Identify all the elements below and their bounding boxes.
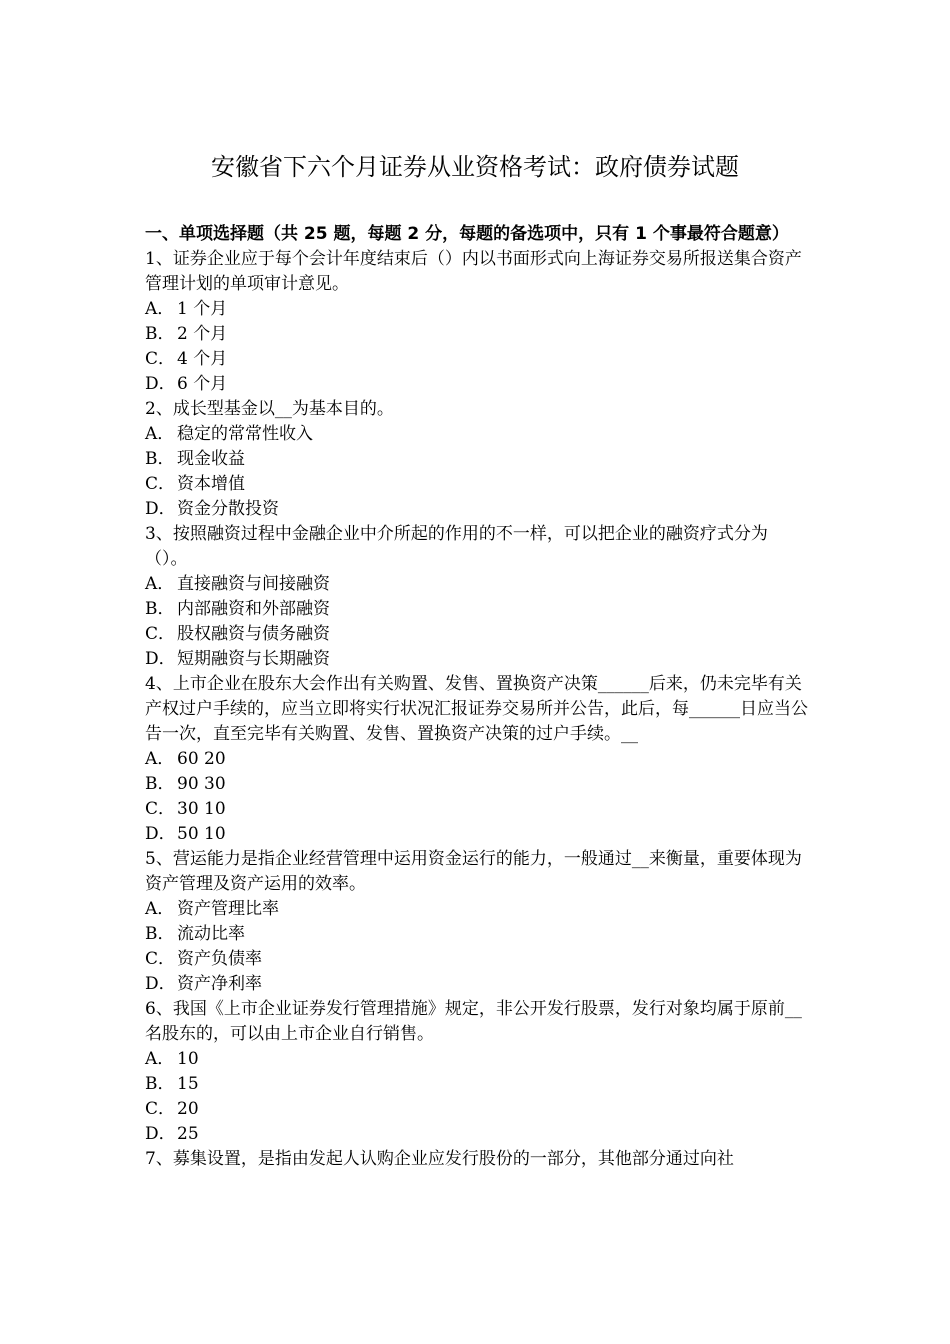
answer-option xyxy=(145,1072,810,1097)
option-label: A． xyxy=(145,899,175,919)
option-label: A． xyxy=(145,424,175,444)
answer-option xyxy=(145,797,810,822)
answer-option xyxy=(145,1122,810,1147)
answer-option xyxy=(145,922,810,947)
question-item xyxy=(145,247,810,397)
option-label: D． xyxy=(145,974,176,994)
option-text: 直接融资与间接融资 xyxy=(177,574,330,594)
option-text: 短期融资与长期融资 xyxy=(177,649,330,669)
option-label: C． xyxy=(145,624,176,644)
question-item xyxy=(145,397,810,522)
option-text: 股权融资与债务融资 xyxy=(177,624,330,644)
option-text: 10 xyxy=(177,1049,199,1069)
option-text: 90 30 xyxy=(177,774,226,794)
option-text: 20 xyxy=(177,1099,199,1119)
option-text: 15 xyxy=(177,1074,199,1094)
question-item xyxy=(145,847,810,997)
answer-option xyxy=(145,422,810,447)
question-item xyxy=(145,672,810,847)
question-text: 2、成长型基金以__为基本目的。 xyxy=(145,399,394,419)
option-label: B． xyxy=(145,449,175,469)
option-label: C． xyxy=(145,799,176,819)
option-text: 资产管理比率 xyxy=(177,899,279,919)
option-text: 现金收益 xyxy=(177,449,245,469)
option-text: 30 10 xyxy=(177,799,226,819)
answer-option xyxy=(145,897,810,922)
answer-option xyxy=(145,572,810,597)
option-text: 资产净利率 xyxy=(177,974,262,994)
answer-option xyxy=(145,947,810,972)
option-text: 6 个月 xyxy=(177,374,228,394)
document-title: 安徽省下六个月证券从业资格考试：政府债券试题 xyxy=(211,153,739,181)
answer-option xyxy=(145,322,810,347)
answer-option xyxy=(145,347,810,372)
question-text: 5、营运能力是指企业经营管理中运用资金运行的能力，一般通过__来衡量，重要体现为资产管理及资产运用的效率。 xyxy=(145,849,802,894)
answer-option xyxy=(145,1047,810,1072)
option-text: 2 个月 xyxy=(177,324,228,344)
option-text: 流动比率 xyxy=(177,924,245,944)
option-label: B． xyxy=(145,1074,175,1094)
option-label: A． xyxy=(145,1049,175,1069)
option-label: B． xyxy=(145,924,175,944)
answer-option xyxy=(145,747,810,772)
answer-option xyxy=(145,497,810,522)
answer-option xyxy=(145,647,810,672)
question-item xyxy=(145,1147,810,1172)
option-label: D． xyxy=(145,824,176,844)
option-label: B． xyxy=(145,774,175,794)
question-text: 6、我国《上市企业证券发行管理措施》规定，非公开发行股票，发行对象均属于原前__名股东的，可以由上市企业自行销售。 xyxy=(145,999,802,1044)
option-label: D． xyxy=(145,374,176,394)
question-text: 3、按照融资过程中金融企业中介所起的作用的不一样，可以把企业的融资疗式分为（）。 xyxy=(145,524,768,569)
option-text: 60 20 xyxy=(177,749,226,769)
answer-option xyxy=(145,972,810,997)
option-text: 1 个月 xyxy=(177,299,228,319)
option-text: 内部融资和外部融资 xyxy=(177,599,330,619)
answer-option xyxy=(145,622,810,647)
option-label: A． xyxy=(145,749,175,769)
option-text: 4 个月 xyxy=(177,349,228,369)
question-item xyxy=(145,997,810,1147)
question-text: 7、募集设置，是指由发起人认购企业应发行股份的一部分，其他部分通过向社 xyxy=(145,1149,734,1169)
answer-option xyxy=(145,472,810,497)
option-text: 25 xyxy=(177,1124,199,1144)
answer-option xyxy=(145,297,810,322)
answer-option xyxy=(145,1097,810,1122)
answer-option xyxy=(145,597,810,622)
option-text: 资金分散投资 xyxy=(177,499,279,519)
option-text: 50 10 xyxy=(177,824,226,844)
option-text: 稳定的常常性收入 xyxy=(177,424,313,444)
option-text: 资本增值 xyxy=(177,474,245,494)
option-label: A． xyxy=(145,574,175,594)
answer-option xyxy=(145,372,810,397)
section-heading: 一、单项选择题（共 25 题，每题 2 分，每题的备选项中，只有 1 个事最符合题意） xyxy=(145,224,789,244)
option-label: D． xyxy=(145,1124,176,1144)
option-label: C． xyxy=(145,949,176,969)
option-label: A． xyxy=(145,299,175,319)
question-list xyxy=(145,247,810,1172)
document-body xyxy=(145,222,810,1172)
option-label: B． xyxy=(145,324,175,344)
question-text: 4、上市企业在股东大会作出有关购置、发售、置换资产决策______后来，仍未完毕有关产权过户手续的，应当立即将实行状况汇报证券交易所并公告，此后，每______日应当公告一次，直至完毕有关购置、发售、置换资产决策的过户手续。__ xyxy=(145,674,808,744)
question-text: 1、证券企业应于每个会计年度结束后（）内以书面形式向上海证券交易所报送集合资产管理计划的单项审计意见。 xyxy=(145,249,802,294)
answer-option xyxy=(145,822,810,847)
option-label: D． xyxy=(145,649,176,669)
option-text: 资产负债率 xyxy=(177,949,262,969)
answer-option xyxy=(145,772,810,797)
option-label: C． xyxy=(145,1099,176,1119)
option-label: C． xyxy=(145,349,176,369)
option-label: C． xyxy=(145,474,176,494)
option-label: D． xyxy=(145,499,176,519)
question-item xyxy=(145,522,810,672)
answer-option xyxy=(145,447,810,472)
option-label: B． xyxy=(145,599,175,619)
